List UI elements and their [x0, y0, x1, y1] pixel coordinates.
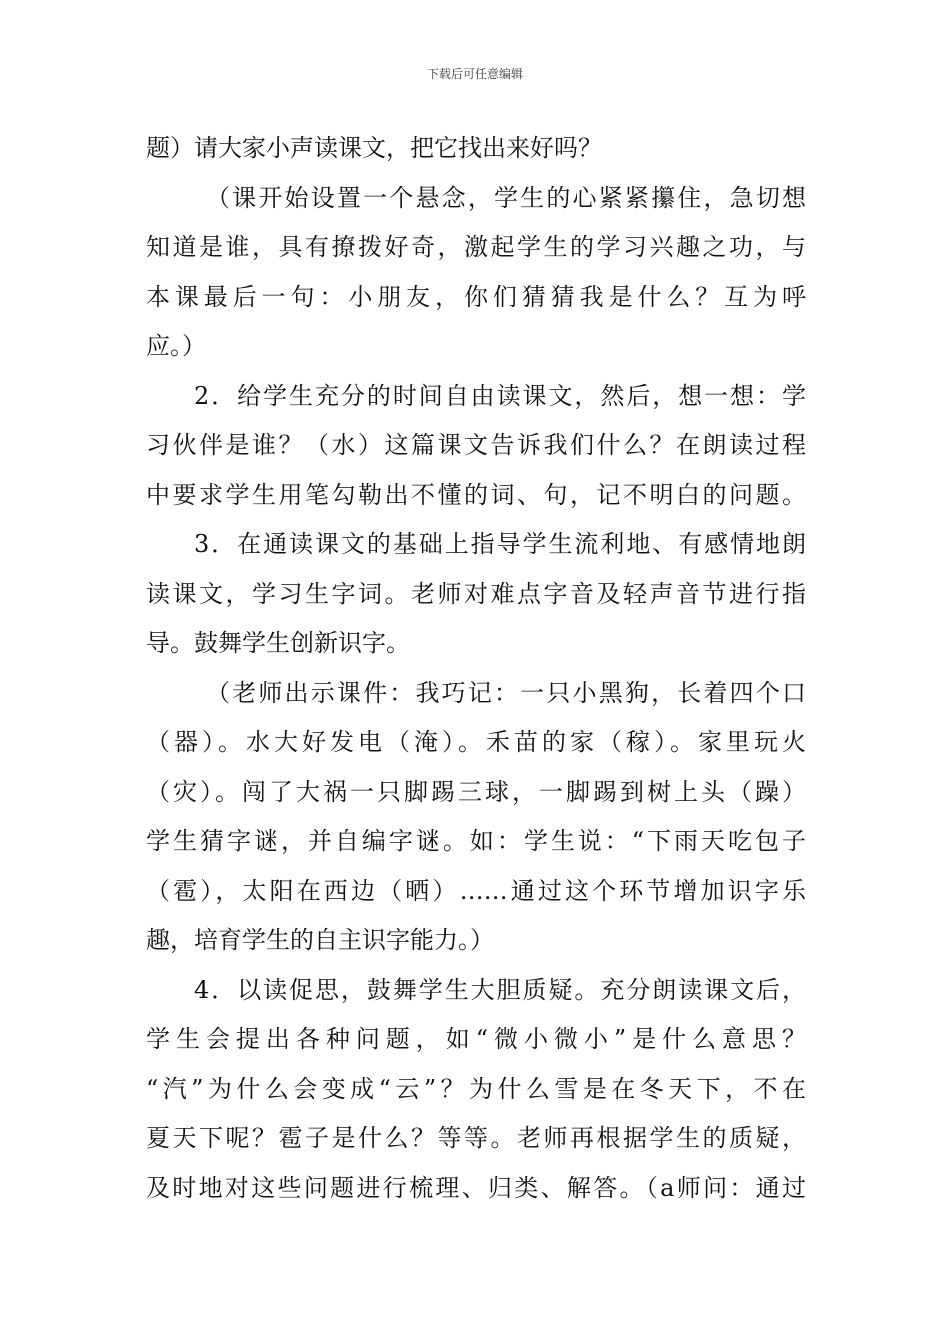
text-line: 习伙伴是谁？（水）这篇课文告诉我们什么？在朗读过程	[146, 431, 806, 459]
text-line: （器）。水大好发电（淹）。禾苗的家（稼）。家里玩火	[146, 728, 806, 756]
text-line: 3．在通读课文的基础上指导学生流利地、有感情地朗	[194, 530, 806, 558]
text-line: 趣，培育学生的自主识字能力。）	[146, 926, 494, 954]
text-line: 中要求学生用笔勾勒出不懂的词、句，记不明白的问题。	[146, 480, 806, 509]
text-line: 题）请大家小声读课文，把它找出来好吗？	[146, 134, 602, 162]
text-line: （灾）。闯了大祸一只脚踢三球，一脚踢到树上头（躁）	[146, 777, 806, 806]
text-line: 学生会提出各种问题，如“微小微小”是什么意思？	[146, 1025, 806, 1053]
text-line: “汽”为什么会变成“云”？为什么雪是在冬天下，不在	[146, 1074, 806, 1103]
text-line: （雹），太阳在西边（晒）……通过这个环节增加识字乐	[146, 876, 806, 905]
document-body	[146, 124, 806, 1213]
text-line: 及时地对这些问题进行梳理、归类、解答。（a师问：通过	[146, 1173, 806, 1202]
text-line: 应。）	[146, 332, 206, 360]
page-header: 下载后可任意编辑	[426, 67, 523, 81]
text-line: （老师出示课件：我巧记：一只小黑狗，长着四个口	[206, 678, 806, 707]
text-line: 导。鼓舞学生创新识字。	[146, 629, 410, 657]
text-line: 夏天下呢？雹子是什么？等等。老师再根据学生的质疑，	[146, 1124, 806, 1152]
text-line: 本课最后一句：小朋友，你们猜猜我是什么？互为呼	[146, 282, 806, 311]
text-line: 读课文，学习生字词。老师对难点字音及轻声音节进行指	[146, 579, 806, 608]
text-line: 知道是谁，具有撩拨好奇，激起学生的学习兴趣之功，与	[146, 233, 806, 261]
text-line: 2．给学生充分的时间自由读课文，然后，想一想：学	[194, 381, 806, 410]
text-line: 4．以读促思，鼓舞学生大胆质疑。充分朗读课文后，	[194, 975, 806, 1004]
text-line: （课开始设置一个悬念，学生的心紧紧攥住，急切想	[206, 183, 806, 212]
text-line: 学生猜字谜，并自编字谜。如：学生说：“下雨天吃包子	[146, 827, 806, 855]
